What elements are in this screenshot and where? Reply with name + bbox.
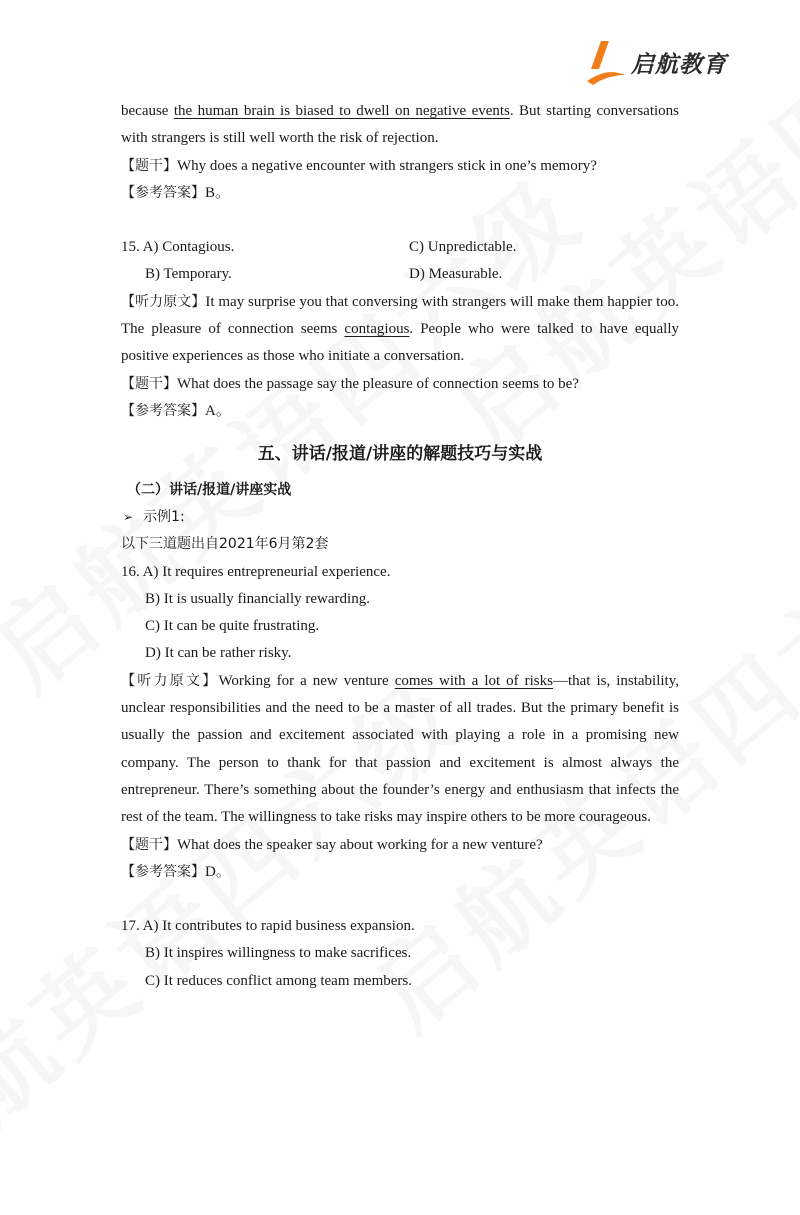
- reference-answer: [121, 398, 679, 425]
- example-text: 示例1:: [143, 509, 185, 526]
- option-a: 16. A) It requires entrepreneurial experience.: [121, 563, 391, 580]
- option-c: C) It can be quite frustrating.: [145, 618, 320, 635]
- underlined-text: contagious: [344, 321, 410, 338]
- stem-label: 【题干】: [121, 157, 177, 174]
- section-subtitle: （二）讲话/报道/讲座实战: [127, 482, 292, 499]
- answer-text: B。: [205, 184, 231, 201]
- text-run: Working for a new venture: [218, 672, 395, 689]
- underlined-text: comes with a lot of risks: [394, 672, 553, 689]
- stem-label: 【题干】: [121, 375, 177, 392]
- listening-script: [121, 289, 679, 371]
- option-b: B) It inspires willingness to make sacrifices.: [145, 945, 412, 962]
- text-run: . People who were talked to have equally positive experiences as those who initiate a conversation.: [121, 321, 679, 365]
- spacer: [121, 207, 679, 234]
- stem-text: What does the passage say the pleasure of connection seems to be?: [177, 375, 579, 392]
- paragraph: [121, 98, 679, 153]
- question-stem: [121, 153, 679, 180]
- answer-label: 【参考答案】: [121, 863, 205, 880]
- question-stem: [121, 371, 679, 398]
- listening-script: [121, 668, 679, 832]
- option-b: B) Temporary.: [145, 266, 232, 283]
- answer-text: A。: [205, 402, 231, 419]
- source-note: 以下三道题出自2021年6月第2套: [121, 536, 329, 553]
- text-run: It may surprise you that conversing with strangers will make them happier too. The pleasure of connection seems: [121, 293, 680, 338]
- option-d: D) Measurable.: [409, 266, 503, 283]
- arrow-bullet-icon: ➢: [123, 510, 134, 525]
- reference-answer: [121, 180, 679, 207]
- q15-options: [121, 234, 679, 289]
- stem-label: 【题干】: [121, 836, 177, 853]
- answer-text: D。: [205, 863, 231, 880]
- reference-answer: [121, 859, 679, 886]
- text-run: —that is, instability, unclear responsibilities and the need to be a master of all trades. But the primary benefit is usually the passion and excitement associated with playing a role in a promising new company. The person to thank for that passion and excitement is almost always the entrepreneur. There’s something about the founder’s energy and enthusiasm that infects the rest of the team. The willingness to take risks may inspire others to be more courageous.: [121, 672, 679, 826]
- text-run: because: [121, 103, 174, 119]
- option-d: D) It can be rather risky.: [145, 645, 292, 662]
- answer-label: 【参考答案】: [121, 402, 205, 419]
- logo-text: 启航教育: [631, 51, 727, 78]
- spacer: [121, 886, 679, 913]
- script-label: 【听力原文】: [121, 672, 219, 689]
- stem-text: What does the speaker say about working for a new venture?: [177, 836, 543, 853]
- option-a: 17. A) It contributes to rapid business expansion.: [121, 918, 415, 935]
- option-c: C) It reduces conflict among team members.: [145, 972, 412, 989]
- underlined-text: the human brain is biased to dwell on negative events: [173, 103, 510, 119]
- logo-mark-icon: [585, 39, 627, 85]
- answer-label: 【参考答案】: [121, 184, 205, 201]
- document-body: [121, 98, 679, 995]
- text-run: . But starting conversations with strangers is still well worth the risk of rejection.: [121, 103, 680, 147]
- brand-logo: [585, 38, 727, 86]
- stem-text: Why does a negative encounter with strangers stick in one’s memory?: [177, 157, 597, 174]
- option-c: C) Unpredictable.: [409, 239, 517, 256]
- option-b: B) It is usually financially rewarding.: [145, 590, 370, 607]
- section-title: 五、讲话/报道/讲座的解题技巧与实战: [257, 444, 543, 465]
- script-label: 【听力原文】: [121, 293, 206, 310]
- question-stem: [121, 832, 679, 859]
- example-label: [121, 504, 679, 531]
- option-a: 15. A) Contagious.: [121, 239, 235, 256]
